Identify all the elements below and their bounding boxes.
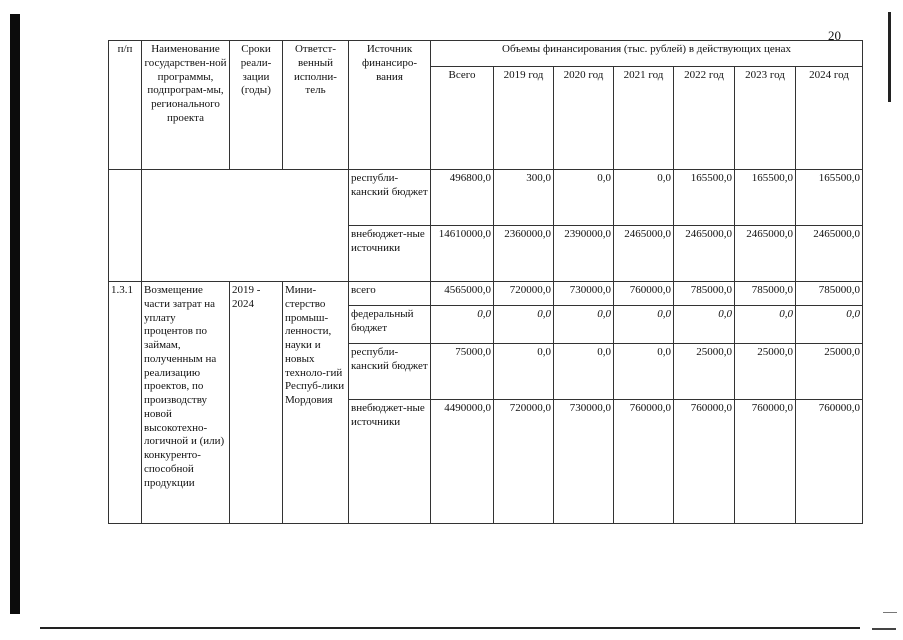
table-row bbox=[109, 282, 863, 306]
value-cell: 14610000,0 bbox=[431, 226, 494, 282]
value-cell: 2390000,0 bbox=[554, 226, 614, 282]
scan-edge-line bbox=[888, 12, 891, 102]
value-cell: 75000,0 bbox=[431, 344, 494, 400]
value-cell: 720000,0 bbox=[494, 400, 554, 524]
scan-edge-bar bbox=[10, 14, 20, 614]
value-cell: 25000,0 bbox=[674, 344, 735, 400]
source-cell: федеральный бюджет bbox=[349, 306, 431, 344]
value-cell: 785000,0 bbox=[796, 282, 863, 306]
scan-tick bbox=[883, 612, 897, 613]
value-cell: 25000,0 bbox=[735, 344, 796, 400]
value-cell: 760000,0 bbox=[796, 400, 863, 524]
value-cell: 720000,0 bbox=[494, 282, 554, 306]
header-year-2020: 2020 год bbox=[554, 67, 614, 170]
value-cell: 2465000,0 bbox=[796, 226, 863, 282]
value-cell: 0,0 bbox=[735, 306, 796, 344]
scan-bottom-line bbox=[40, 627, 860, 629]
value-cell: 0,0 bbox=[431, 306, 494, 344]
header-terms: Сроки реали-зации (годы) bbox=[230, 41, 283, 170]
value-cell: 760000,0 bbox=[614, 282, 674, 306]
header-name: Наименование государствен-ной программы, подпрограм-мы, регионального проекта bbox=[142, 41, 230, 170]
empty-cell bbox=[142, 170, 349, 282]
value-cell: 0,0 bbox=[796, 306, 863, 344]
value-cell: 496800,0 bbox=[431, 170, 494, 226]
value-cell: 300,0 bbox=[494, 170, 554, 226]
value-cell: 4565000,0 bbox=[431, 282, 494, 306]
source-cell: республи-канский бюджет bbox=[349, 344, 431, 400]
empty-cell bbox=[109, 170, 142, 282]
value-cell: 785000,0 bbox=[674, 282, 735, 306]
header-year-2021: 2021 год bbox=[614, 67, 674, 170]
value-cell: 0,0 bbox=[554, 344, 614, 400]
value-cell: 165500,0 bbox=[735, 170, 796, 226]
value-cell: 760000,0 bbox=[614, 400, 674, 524]
header-num: п/п bbox=[109, 41, 142, 170]
value-cell: 760000,0 bbox=[674, 400, 735, 524]
value-cell: 2465000,0 bbox=[735, 226, 796, 282]
item-responsible: Мини-стерство промыш-ленности, науки и новых техноло-гий Респуб-лики Мордовия bbox=[283, 282, 349, 524]
value-cell: 0,0 bbox=[674, 306, 735, 344]
source-cell: республи-канский бюджет bbox=[349, 170, 431, 226]
header-funding: Объемы финансирования (тыс. рублей) в действующих ценах bbox=[431, 41, 863, 67]
value-cell: 760000,0 bbox=[735, 400, 796, 524]
funding-table bbox=[108, 40, 863, 524]
header-year-total: Всего bbox=[431, 67, 494, 170]
header-year-2022: 2022 год bbox=[674, 67, 735, 170]
header-year-2019: 2019 год bbox=[494, 67, 554, 170]
value-cell: 785000,0 bbox=[735, 282, 796, 306]
header-responsible: Ответст-венный исполни-тель bbox=[283, 41, 349, 170]
value-cell: 0,0 bbox=[494, 306, 554, 344]
value-cell: 0,0 bbox=[554, 306, 614, 344]
value-cell: 0,0 bbox=[614, 306, 674, 344]
value-cell: 730000,0 bbox=[554, 400, 614, 524]
value-cell: 0,0 bbox=[494, 344, 554, 400]
value-cell: 2465000,0 bbox=[614, 226, 674, 282]
item-number: 1.3.1 bbox=[109, 282, 142, 524]
source-cell: внебюджет-ные источники bbox=[349, 226, 431, 282]
value-cell: 730000,0 bbox=[554, 282, 614, 306]
value-cell: 165500,0 bbox=[796, 170, 863, 226]
header-source: Источник финансиро-вания bbox=[349, 41, 431, 170]
value-cell: 2465000,0 bbox=[674, 226, 735, 282]
value-cell: 0,0 bbox=[614, 344, 674, 400]
value-cell: 0,0 bbox=[614, 170, 674, 226]
item-terms: 2019 - 2024 bbox=[230, 282, 283, 524]
scan-bottom-dash bbox=[872, 628, 896, 630]
value-cell: 2360000,0 bbox=[494, 226, 554, 282]
value-cell: 165500,0 bbox=[674, 170, 735, 226]
source-cell: внебюджет-ные источники bbox=[349, 400, 431, 524]
source-cell: всего bbox=[349, 282, 431, 306]
header-row bbox=[109, 41, 863, 67]
value-cell: 25000,0 bbox=[796, 344, 863, 400]
item-name: Возмещение части затрат на уплату процентов по займам, полученным на реализацию проектов, по производству новой высокотехно-логичной и (или) конкуренто-способной продукции bbox=[142, 282, 230, 524]
value-cell: 4490000,0 bbox=[431, 400, 494, 524]
table-row bbox=[109, 170, 863, 226]
header-year-2023: 2023 год bbox=[735, 67, 796, 170]
page-number: 20 bbox=[828, 28, 841, 43]
header-year-2024: 2024 год bbox=[796, 67, 863, 170]
value-cell: 0,0 bbox=[554, 170, 614, 226]
